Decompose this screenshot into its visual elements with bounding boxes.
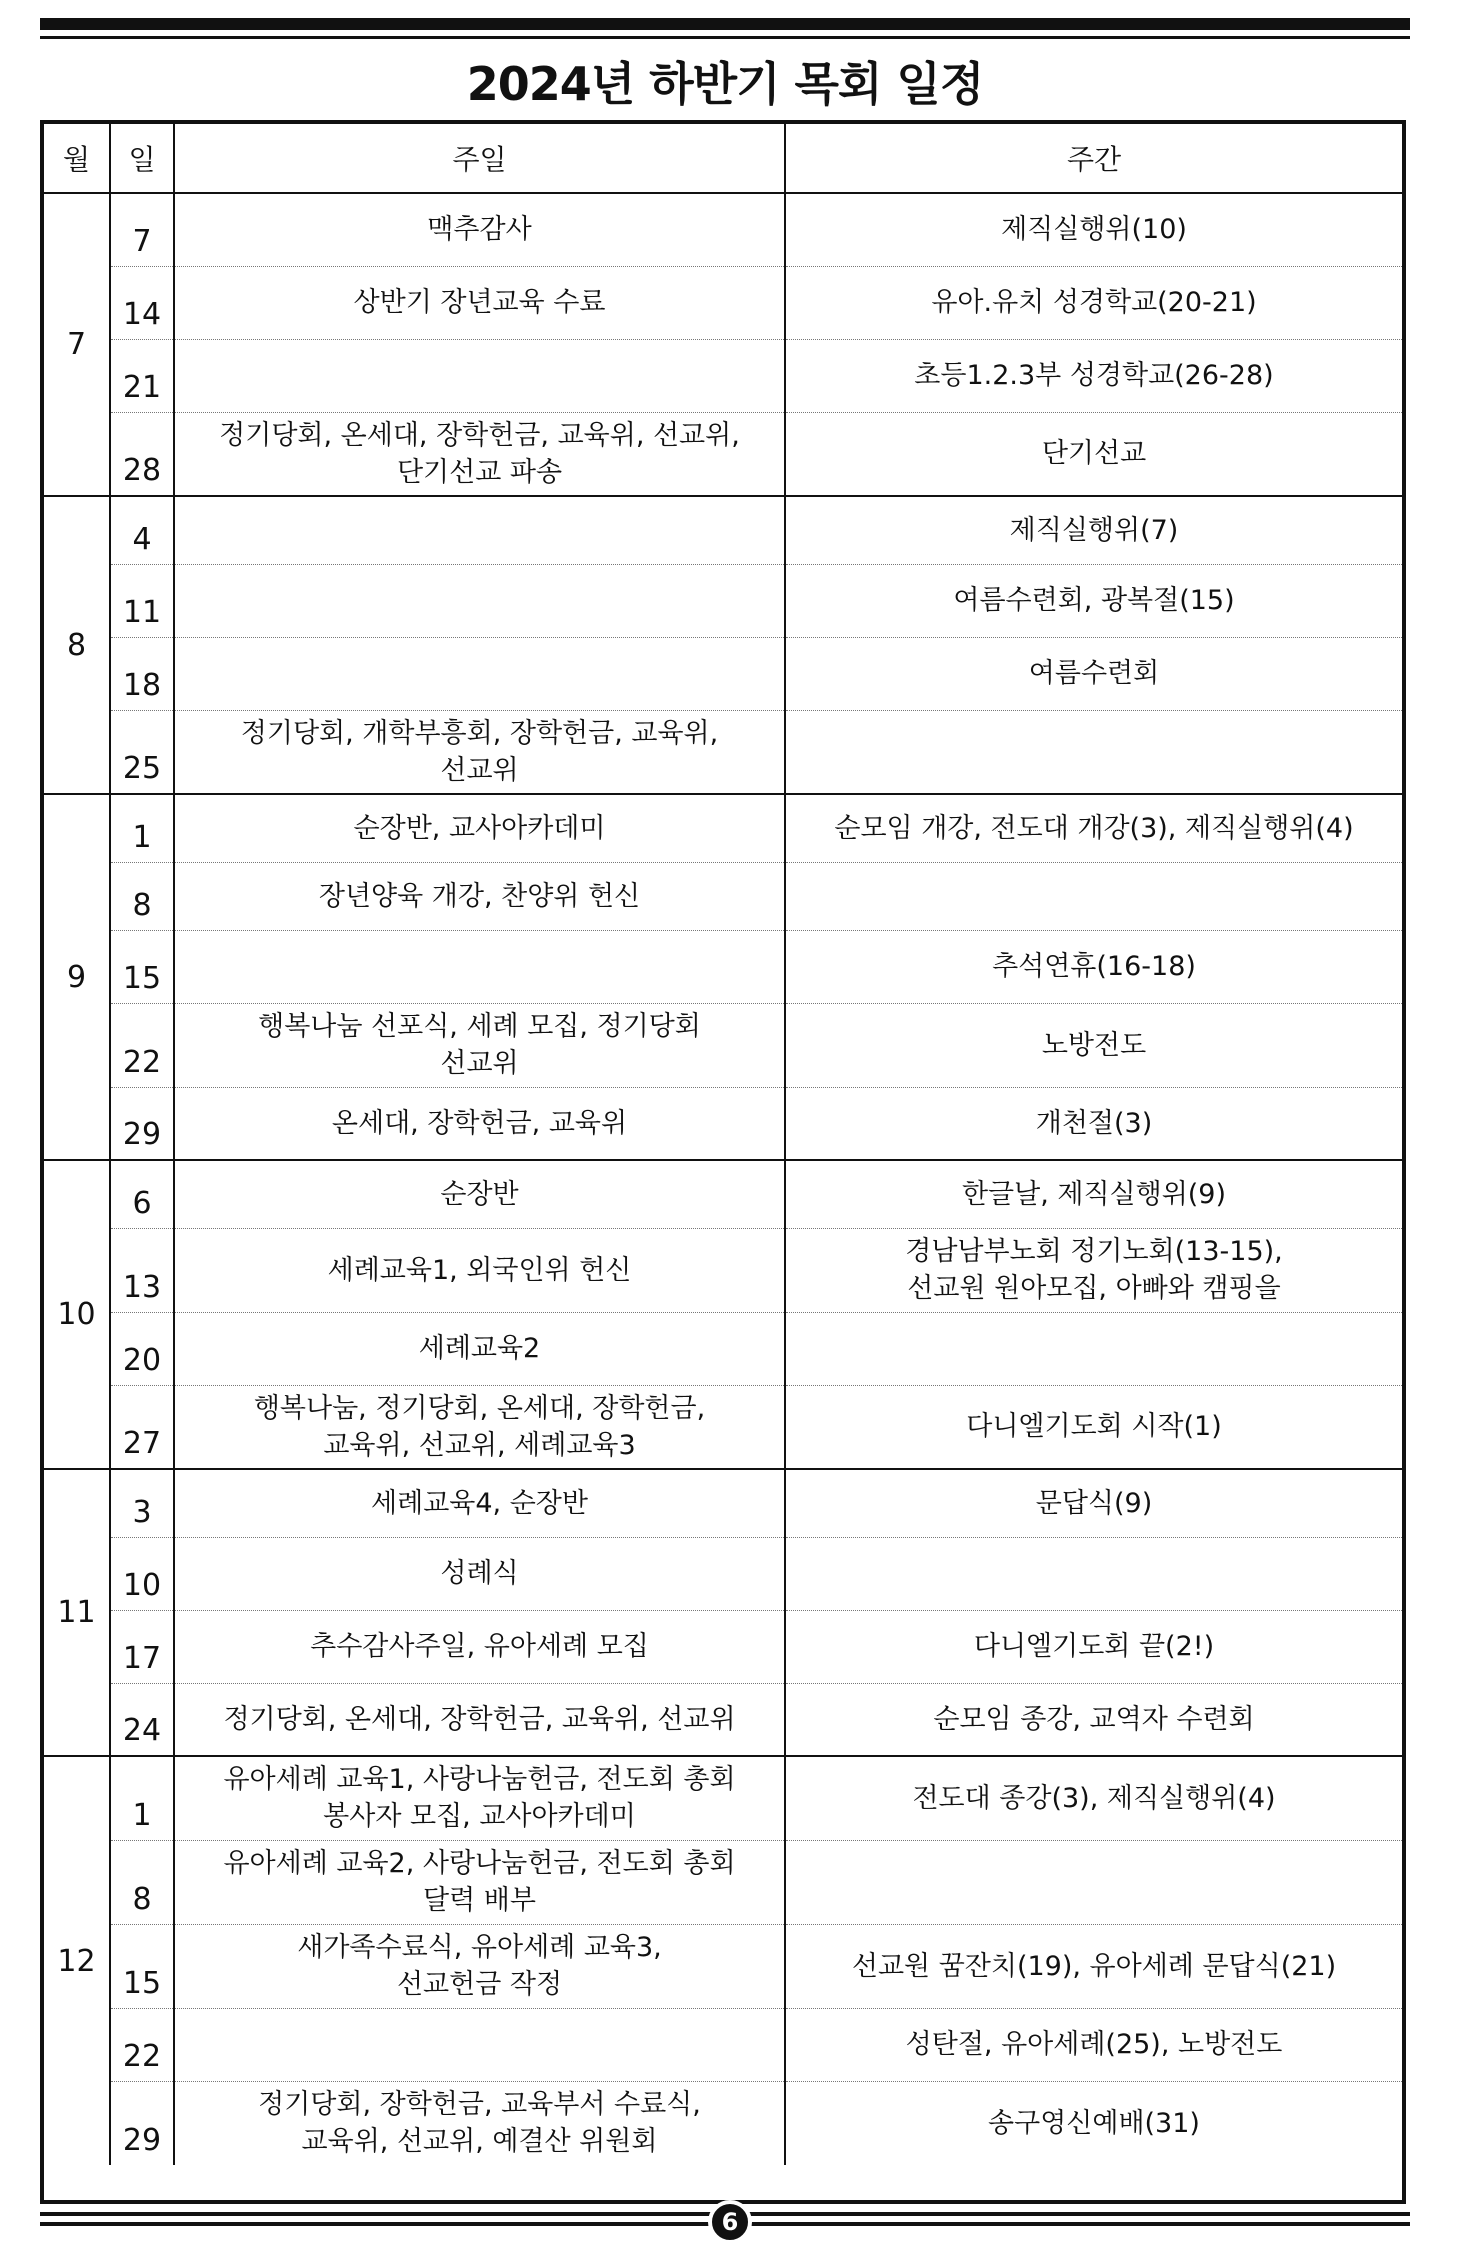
- sunday-cell: [174, 1228, 785, 1312]
- day-cell: 18: [110, 637, 174, 710]
- weekday-cell: [785, 496, 1402, 564]
- sunday-cell: [174, 930, 785, 1003]
- day-cell: 29: [110, 2081, 174, 2165]
- sunday-event-text: 세례교육4, 순장반: [371, 1487, 588, 1519]
- sunday-event-text: 순장반, 교사아카데미: [353, 812, 606, 844]
- header-row: [44, 124, 1402, 193]
- day-cell: 20: [110, 1312, 174, 1385]
- schedule-row: [44, 266, 1402, 339]
- weekday-event-text: 제직실행위(10): [1001, 214, 1187, 246]
- schedule-row: [44, 412, 1402, 496]
- month-cell: 9: [44, 794, 110, 1160]
- weekday-event-text: 초등1.2.3부 성경학교(26-28): [914, 360, 1274, 391]
- header-day: 일: [110, 124, 174, 193]
- schedule-frame: [40, 120, 1406, 2204]
- schedule-row: [44, 930, 1402, 1003]
- weekday-cell: [785, 1160, 1402, 1228]
- schedule-row: [44, 1469, 1402, 1537]
- schedule-row: [44, 2081, 1402, 2165]
- sunday-cell: [174, 862, 785, 930]
- sunday-cell: [174, 710, 785, 794]
- month-cell: 7: [44, 193, 110, 496]
- day-cell: 27: [110, 1385, 174, 1469]
- sunday-cell: [174, 1756, 785, 1840]
- day-cell: 13: [110, 1228, 174, 1312]
- weekday-event-text: 한글날, 제직실행위(9): [961, 1178, 1227, 1210]
- weekday-cell: [785, 339, 1402, 412]
- schedule-row: [44, 637, 1402, 710]
- sunday-cell: [174, 1087, 785, 1160]
- weekday-cell: [785, 1756, 1402, 1840]
- sunday-cell: [174, 412, 785, 496]
- weekday-cell: [785, 1683, 1402, 1756]
- schedule-row: [44, 1228, 1402, 1312]
- weekday-cell: [785, 1610, 1402, 1683]
- sunday-cell: [174, 794, 785, 862]
- weekday-event-text: 문답식(9): [1035, 1487, 1153, 1519]
- weekday-event-text: 송구영신예배(31): [988, 2107, 1200, 2139]
- weekday-cell: [785, 2008, 1402, 2081]
- sunday-event-text: 유아세례 교육1, 사랑나눔헌금, 전도회 총회 봉사자 모집, 교사아카데미: [223, 1764, 736, 1833]
- sunday-cell: [174, 339, 785, 412]
- weekday-cell: [785, 794, 1402, 862]
- day-cell: 11: [110, 564, 174, 637]
- sunday-event-text: 새가족수료식, 유아세례 교육3, 선교헌금 작정: [297, 1932, 662, 2000]
- day-cell: 22: [110, 2008, 174, 2081]
- sunday-cell: [174, 1469, 785, 1537]
- schedule-row: [44, 1610, 1402, 1683]
- day-cell: 8: [110, 1840, 174, 1924]
- sunday-event-text: 정기당회, 온세대, 장학헌금, 교육위, 선교위: [223, 1703, 736, 1735]
- day-cell: 1: [110, 1756, 174, 1840]
- header-weekday: 주간: [785, 124, 1402, 193]
- day-cell: 3: [110, 1469, 174, 1537]
- day-cell: 10: [110, 1537, 174, 1610]
- weekday-cell: [785, 1312, 1402, 1385]
- weekday-event-text: 순모임 종강, 교역자 수련회: [933, 1703, 1255, 1735]
- month-cell: 11: [44, 1469, 110, 1756]
- weekday-cell: [785, 412, 1402, 496]
- sunday-cell: [174, 1610, 785, 1683]
- day-cell: 22: [110, 1003, 174, 1087]
- weekday-event-text: 다니엘기도회 시작(1): [966, 1411, 1222, 1443]
- weekday-event-text: 개천절(3): [1035, 1107, 1153, 1139]
- day-cell: 8: [110, 862, 174, 930]
- day-cell: 15: [110, 1924, 174, 2008]
- schedule-row: [44, 564, 1402, 637]
- sunday-cell: [174, 1924, 785, 2008]
- sunday-event-text: 정기당회, 온세대, 장학헌금, 교육위, 선교위, 단기선교 파송: [219, 419, 740, 488]
- weekday-event-text: 성탄절, 유아세례(25), 노방전도: [905, 2029, 1283, 2060]
- day-cell: 28: [110, 412, 174, 496]
- schedule-row: [44, 2008, 1402, 2081]
- sunday-cell: [174, 193, 785, 266]
- sunday-cell: [174, 496, 785, 564]
- month-cell: 10: [44, 1160, 110, 1469]
- schedule-body: [44, 193, 1402, 2165]
- sunday-event-text: 세례교육1, 외국인위 헌신: [327, 1254, 632, 1286]
- weekday-cell: [785, 862, 1402, 930]
- weekday-event-text: 단기선교: [1041, 438, 1147, 470]
- sunday-cell: [174, 1160, 785, 1228]
- weekday-event-text: 여름수련회: [1028, 658, 1160, 689]
- header-sunday: 주일: [174, 124, 785, 193]
- schedule-row: [44, 1924, 1402, 2008]
- weekday-cell: [785, 1087, 1402, 1160]
- schedule-row: [44, 794, 1402, 862]
- sunday-event-text: 세례교육2: [418, 1333, 541, 1364]
- schedule-row: [44, 1537, 1402, 1610]
- schedule-row: [44, 339, 1402, 412]
- sunday-cell: [174, 637, 785, 710]
- weekday-event-text: 전도대 종강(3), 제직실행위(4): [912, 1782, 1276, 1814]
- page-title: 2024년 하반기 목회 일정: [466, 57, 984, 111]
- weekday-event-text: 다니엘기도회 끝(2!): [973, 1631, 1215, 1662]
- weekday-event-text: 경남남부노회 정기노회(13-15), 선교원 원아모집, 아빠와 캠핑을: [905, 1236, 1283, 1304]
- day-cell: 7: [110, 193, 174, 266]
- sunday-cell: [174, 2008, 785, 2081]
- day-cell: 24: [110, 1683, 174, 1756]
- day-cell: 17: [110, 1610, 174, 1683]
- schedule-row: [44, 1683, 1402, 1756]
- weekday-event-text: 선교원 꿈잔치(19), 유아세례 문답식(21): [851, 1950, 1337, 1982]
- weekday-cell: [785, 710, 1402, 794]
- weekday-cell: [785, 1469, 1402, 1537]
- top-rule-thin: [40, 36, 1410, 39]
- day-cell: 6: [110, 1160, 174, 1228]
- schedule-row: [44, 1840, 1402, 1924]
- schedule-row: [44, 1003, 1402, 1087]
- schedule-row: [44, 1756, 1402, 1840]
- sunday-event-text: 정기당회, 장학헌금, 교육부서 수료식, 교육위, 선교위, 예결산 위원회: [258, 2089, 701, 2158]
- sunday-event-text: 상반기 장년교육 수료: [353, 287, 606, 318]
- sunday-cell: [174, 266, 785, 339]
- sunday-cell: [174, 1840, 785, 1924]
- page-number-badge: 6: [708, 2200, 752, 2244]
- weekday-cell: [785, 1385, 1402, 1469]
- schedule-row: [44, 862, 1402, 930]
- sunday-cell: [174, 1683, 785, 1756]
- sunday-event-text: 순장반: [440, 1178, 519, 1210]
- sunday-event-text: 유아세례 교육2, 사랑나눔헌금, 전도회 총회 달력 배부: [223, 1848, 736, 1916]
- sunday-cell: [174, 1385, 785, 1469]
- schedule-row: [44, 496, 1402, 564]
- weekday-event-text: 여름수련회, 광복절(15): [953, 585, 1235, 616]
- day-cell: 14: [110, 266, 174, 339]
- weekday-cell: [785, 930, 1402, 1003]
- sunday-event-text: 추수감사주일, 유아세례 모집: [310, 1631, 649, 1662]
- schedule-row: [44, 1385, 1402, 1469]
- weekday-event-text: 노방전도: [1041, 1029, 1147, 1061]
- sunday-event-text: 행복나눔 선포식, 세례 모집, 정기당회 선교위: [258, 1011, 701, 1079]
- schedule-row: [44, 1160, 1402, 1228]
- day-cell: 21: [110, 339, 174, 412]
- sunday-cell: [174, 1537, 785, 1610]
- sunday-cell: [174, 1003, 785, 1087]
- weekday-cell: [785, 2081, 1402, 2165]
- weekday-event-text: 제직실행위(7): [1009, 514, 1179, 546]
- weekday-event-text: 추석연휴(16-18): [992, 951, 1196, 982]
- weekday-event-text: 유아.유치 성경학교(20-21): [931, 287, 1257, 318]
- sunday-event-text: 맥추감사: [427, 214, 532, 246]
- sunday-cell: [174, 564, 785, 637]
- header-month: 월: [44, 124, 110, 193]
- weekday-cell: [785, 1228, 1402, 1312]
- day-cell: 15: [110, 930, 174, 1003]
- sunday-event-text: 행복나눔, 정기당회, 온세대, 장학헌금, 교육위, 선교위, 세례교육3: [253, 1392, 706, 1461]
- weekday-cell: [785, 1003, 1402, 1087]
- weekday-cell: [785, 564, 1402, 637]
- schedule-row: [44, 193, 1402, 266]
- sunday-event-text: 성례식: [440, 1558, 519, 1589]
- weekday-cell: [785, 1924, 1402, 2008]
- sunday-cell: [174, 2081, 785, 2165]
- schedule-row: [44, 710, 1402, 794]
- sunday-event-text: 온세대, 장학헌금, 교육위: [331, 1107, 628, 1139]
- weekday-cell: [785, 193, 1402, 266]
- weekday-cell: [785, 266, 1402, 339]
- sunday-event-text: 장년양육 개강, 찬양위 헌신: [318, 880, 641, 912]
- weekday-cell: [785, 637, 1402, 710]
- day-cell: 4: [110, 496, 174, 564]
- day-cell: 25: [110, 710, 174, 794]
- sunday-event-text: 정기당회, 개학부흥회, 장학헌금, 교육위, 선교위: [240, 717, 719, 786]
- weekday-event-text: 순모임 개강, 전도대 개강(3), 제직실행위(4): [834, 812, 1354, 844]
- month-cell: 8: [44, 496, 110, 794]
- schedule-table: [44, 124, 1402, 2165]
- day-cell: 29: [110, 1087, 174, 1160]
- top-rule-thick: [40, 18, 1410, 30]
- sunday-cell: [174, 1312, 785, 1385]
- day-cell: 1: [110, 794, 174, 862]
- schedule-row: [44, 1312, 1402, 1385]
- month-cell: 12: [44, 1756, 110, 2165]
- weekday-cell: [785, 1840, 1402, 1924]
- schedule-row: [44, 1087, 1402, 1160]
- weekday-cell: [785, 1537, 1402, 1610]
